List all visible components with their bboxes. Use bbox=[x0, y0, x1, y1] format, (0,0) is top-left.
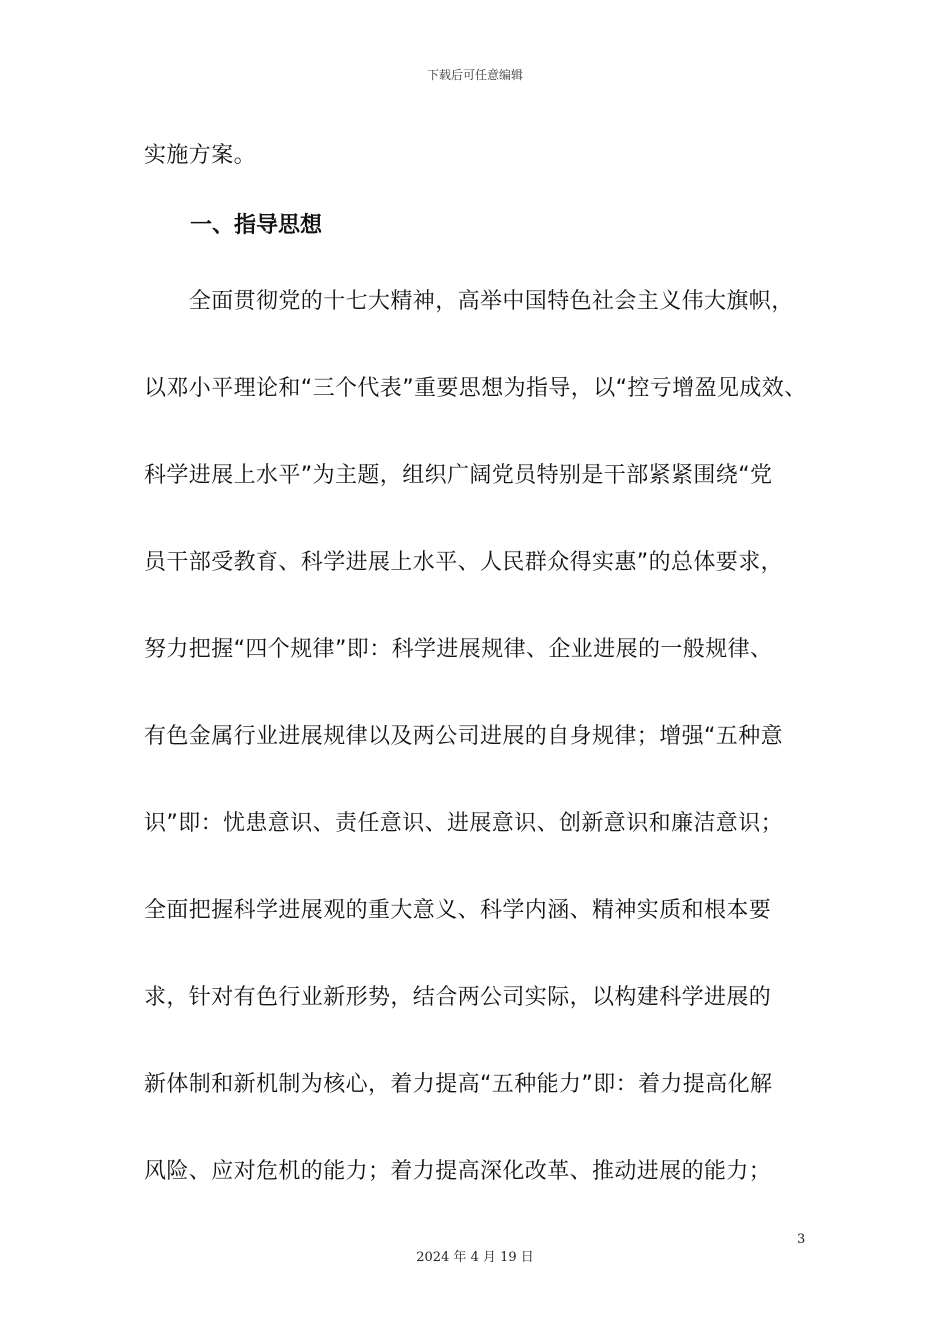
footer-date: 2024 年 4 月 19 日 bbox=[416, 1250, 534, 1265]
section-heading: 一、指导思想 bbox=[190, 213, 323, 238]
paragraph-line: 新体制和新机制为核心，着力提高“五种能力”即：着力提高化解 bbox=[144, 1072, 773, 1097]
paragraph-line: 有色金属行业进展规律以及两公司进展的自身规律；增强“五种意 bbox=[144, 724, 783, 749]
paragraph-line: 员干部受教育、科学进展上水平、人民群众得实惠”的总体要求， bbox=[144, 550, 783, 575]
paragraph-line: 求，针对有色行业新形势，结合两公司实际，以构建科学进展的 bbox=[144, 985, 772, 1010]
paragraph-line: 识”即：忧患意识、责任意识、进展意识、创新意识和廉洁意识； bbox=[144, 811, 783, 836]
paragraph-line: 全面把握科学进展观的重大意义、科学内涵、精神实质和根本要 bbox=[144, 898, 772, 923]
page-number: 3 bbox=[797, 1232, 806, 1247]
paragraph-line: 全面贯彻党的十七大精神，高举中国特色社会主义伟大旗帜， bbox=[144, 289, 794, 314]
paragraph-line: 科学进展上水平”为主题，组织广阔党员特别是干部紧紧围绕“党 bbox=[144, 463, 773, 488]
paragraph-line: 风险、应对危机的能力；着力提高深化改革、推动进展的能力； bbox=[144, 1159, 772, 1184]
intro-line: 实施方案。 bbox=[144, 143, 257, 168]
page-header: 下载后可任意编辑 bbox=[426, 68, 523, 82]
paragraph-line: 以邓小平理论和“三个代表”重要思想为指导，以“控亏增盈见成效、 bbox=[144, 376, 807, 401]
paragraph-line: 努力把握“四个规律”即：科学进展规律、企业进展的一般规律、 bbox=[144, 637, 773, 662]
